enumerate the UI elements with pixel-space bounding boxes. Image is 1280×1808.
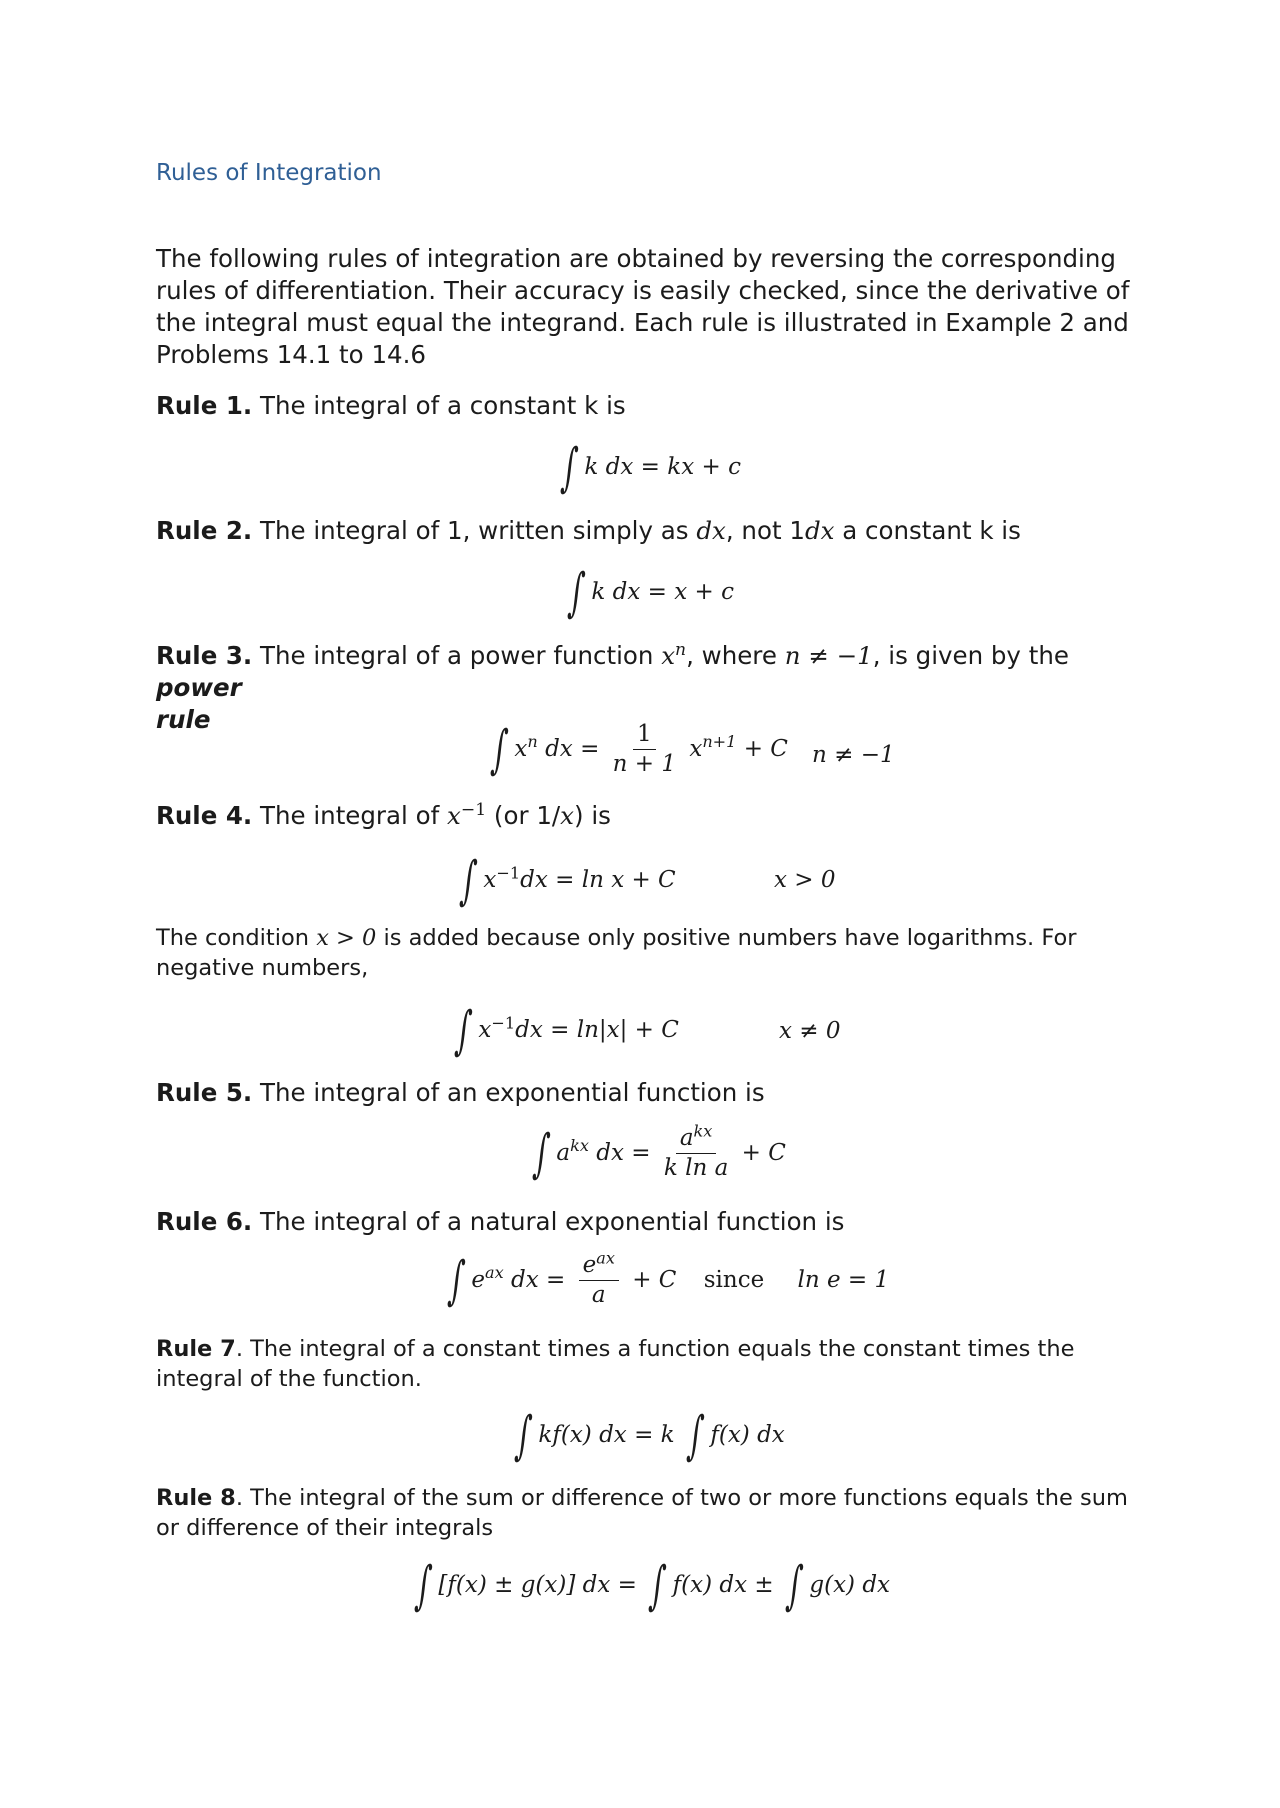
equation-negative-log: ∫ $x^{-1}dx = \ln|x| + C$: [453, 1001, 679, 1061]
integral-sign: ∫: [413, 1556, 434, 1616]
integral-sign: ∫: [559, 438, 580, 498]
equation-rule-3: ∫ $x^n$ dx = $\frac{1}{n + 1}$ $x^{n+1} + C$: [489, 719, 788, 780]
equation-rule-2: ∫ k dx = x + c: [566, 563, 735, 623]
integral-sign: ∫: [531, 1123, 552, 1184]
intro-paragraph: The following rules of integration are obtained by reversing the corresponding rules of differentiation. Their accuracy is easily checked, since the derivative of the integral must equal the integrand. Each rule is illustrated in Example 2 and Problems 14.1 to 14.6: [156, 244, 1130, 369]
integral-sign: ∫: [513, 1406, 534, 1466]
condition-paragraph: The condition x > 0 is added because only positive numbers have logarithms. For negative numbers,: [156, 925, 1077, 981]
equation-negative-log-condition: x ≠ 0: [779, 1018, 841, 1044]
equation-rule-7: ∫ kf(x) dx = k ∫ f(x) dx: [513, 1406, 785, 1466]
integral-sign: ∫: [784, 1556, 805, 1616]
rule-5-text: Rule 5. The integral of an exponential function is: [156, 1078, 765, 1107]
equation-rule-1: ∫ k dx = kx + c: [559, 438, 741, 498]
rule-6-label: Rule 6.: [156, 1207, 253, 1236]
rule-3-label: Rule 3.: [156, 641, 253, 670]
page-title: Rules of Integration: [156, 160, 382, 186]
rule-7-label: Rule 7: [156, 1336, 236, 1362]
rule-5-label: Rule 5.: [156, 1078, 253, 1107]
rule-8-text: Rule 8. The integral of the sum or difference of two or more functions equals the sum or difference of their integrals: [156, 1485, 1128, 1541]
fraction: $\frac{1}{n + 1}$: [612, 721, 677, 778]
integral-sign: ∫: [489, 719, 510, 780]
equation-rule-6: ∫ $e^{ax}$ dx = $\frac{e^{ax}}{a}$ + C since ln e = 1: [446, 1248, 890, 1311]
rule-7-text: Rule 7. The integral of a constant times a function equals the constant times the integral of the function.: [156, 1336, 1075, 1392]
fraction: $\frac{e^{ax}}{a}$: [579, 1253, 619, 1309]
rule-4-label: Rule 4.: [156, 801, 253, 830]
integral-sign: ∫: [453, 1001, 474, 1061]
rule-4-text: Rule 4. The integral of $x^{-1}$ (or 1/x) is: [156, 799, 611, 830]
fraction: $\frac{a^{kx}}{\text{k ln a}}$: [663, 1121, 729, 1182]
equation-rule-4-condition: x > 0: [774, 867, 836, 893]
rule-1-label: Rule 1.: [156, 391, 253, 420]
rule-6-text: Rule 6. The integral of a natural exponential function is: [156, 1207, 845, 1236]
rule-2-label: Rule 2.: [156, 516, 253, 545]
integral-sign: ∫: [446, 1250, 467, 1311]
integral-sign: ∫: [685, 1406, 706, 1466]
integral-sign: ∫: [458, 851, 479, 911]
equation-rule-3-condition: n ≠ −1: [812, 742, 895, 768]
equation-rule-4: ∫ $x^{-1}dx = \ln x + C$: [458, 851, 676, 911]
rule-8-label: Rule 8: [156, 1485, 236, 1511]
integral-sign: ∫: [566, 563, 587, 623]
rule-3-text: Rule 3. The integral of a power function $x^n$, where n ≠ −1, is given by the power rule: [156, 639, 1069, 734]
equation-rule-8: ∫ [f(x) ± g(x)] dx = ∫ f(x) dx ± ∫ g(x) dx: [413, 1556, 891, 1616]
rule-1-text: Rule 1. The integral of a constant k is: [156, 391, 626, 420]
equation-rule-5: ∫ $a^{kx}$ dx = $\frac{a^{kx}}{\text{k ln a}}$ + C: [531, 1121, 786, 1184]
rule-2-text: Rule 2. The integral of 1, written simply as dx, not 1dx a constant k is: [156, 516, 1021, 545]
integral-sign: ∫: [647, 1556, 669, 1616]
